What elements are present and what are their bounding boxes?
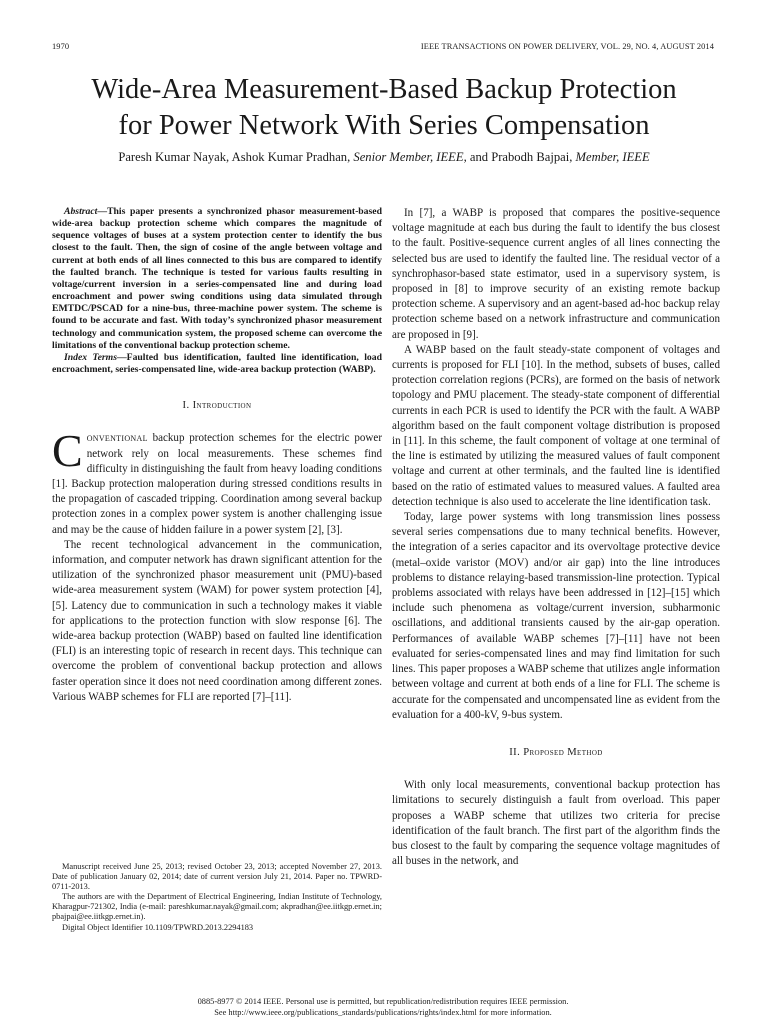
- title-line-2: for Power Network With Series Compensation: [118, 110, 650, 141]
- footnote-manuscript: Manuscript received June 25, 2013; revised October 23, 2013; accepted November 27, 2013. Date of publication January 02, 2014; date of current version July 21, 2014. Paper no. TPWRD-0711-2013.: [52, 862, 382, 892]
- right-paragraph-3: Today, large power systems with long transmission lines possess several series compensations due to many technical benefits. However, the integration of a series capacitor and its overvoltage protective device (metal–oxide varistor (MOV) and/or air gap) into the line introduces problems to distance relaying-based transmission-line protection. Typical problems associated with relays have been addressed in [12]–[15] which include such phenomena as voltage/current inversion, subharmonic oscillations, and additional transients caused by the air-gap operation. Performances of available WABP schemes [7]–[11] have not been evaluated for series-compensated lines and may find limitation for such lines. This paper proposes a WABP scheme that utilizes angle information between voltage and current at both ends of a line for FLI. The scheme is accurate for the compensated and uncompensated line as evident from the evaluation for a 400-kV, 9-bus system.: [392, 511, 720, 721]
- abstract-label: Abstract: [64, 206, 98, 217]
- copyright-line-1: 0885-8977 © 2014 IEEE. Personal use is permitted, but republication/redistribution requires IEEE permission.: [197, 997, 569, 1006]
- index-terms-text: Faulted bus identification, faulted line identification, load encroachment, series-compensated line, wide-area backup protection (WABP).: [52, 351, 382, 376]
- title-line-1: Wide-Area Measurement-Based Backup Protection: [91, 74, 677, 105]
- section-2-title: Proposed Method: [523, 746, 603, 758]
- drop-cap: C: [52, 425, 83, 477]
- right-paragraph-2: A WABP based on the fault steady-state component of voltages and currents is proposed for FLI [10]. In the method, subsets of buses, called protection correlation regions (PCRs), are formed on the basis of network topology and PMU placement. The steady-state component of differential currents in each PCR is used to identify the PCR with the fault. A WABP algorithm based on the fault component voltage distribution is proposed in [11]. In this scheme, the fault component of voltage at one terminal of the line is estimated by utilizing the measured values of fault component voltage and current at other terminals, and the faulted line is identified based on the ratio of estimated values to measured values. A faulted area detection technique is also used to accelerate the line identification task.: [392, 343, 720, 508]
- paper-title: [30, 72, 738, 144]
- section-heading-introduction: [52, 398, 382, 413]
- author-2-membership: Senior Member, IEEE,: [353, 150, 467, 164]
- copyright-notice: [52, 996, 714, 1018]
- right-paragraph-1: In [7], a WABP is proposed that compares the positive-sequence voltage magnitude at each bus during the fault to identify the bus closest to the fault. Positive-sequence current angles of all lines connecting the selected bus are used to identify the faulted line. The residual vector of a synchrophasor-based state estimator, used in a supervisory system, is proposed in [8] to improve security of an existing remote backup protection scheme. A supervisory and an agent-based ad-hoc backup relay protection scheme based on a network infrastructure and communication are proposed in [9].: [392, 207, 720, 341]
- abstract-text: This paper presents a synchronized phasor measurement-based wide-area backup protection scheme which compares the magnitude of sequence voltages of buses at a system protection center to identify the bus closest to the fault. Then, the sign of cosine of the angle between voltage and current at both ends of all lines connected to this bus are compared to identify the faulted branch. The technique is tested for various faults resulting in voltage/current inversion in a series-compensated line and during load encroachment and power swing conditions using data simulated through EMTDC/PSCAD for a nine-bus, three-machine power system. The scheme is found to be accurate and fast. With today’s synchronized phasor measurement technology and communication system, the proposed scheme can overcome the limitations of the conventional backup protection scheme.: [52, 206, 382, 351]
- section-number: I.: [182, 400, 190, 412]
- author-conjunction: and: [469, 150, 489, 164]
- copyright-line-2: See http://www.ieee.org/publications_standards/publications/rights/index.html for more information.: [214, 1008, 552, 1018]
- author-list: [30, 148, 738, 166]
- author-3: Prabodh Bajpai,: [491, 150, 573, 164]
- section-heading-proposed-method: [392, 745, 720, 760]
- lead-word: onventional: [86, 432, 148, 445]
- intro-paragraph-1-text: backup protection schemes for the electric power network rely on local measurements. These schemes find difficulty in distinguishing the fault from heavy loading conditions [1]. Backup protection maloperation during stressed conditions results in the propagation of cascaded tripping. Coordination among several backup protection zones in a complex power system is another challenging issue and may be the cause of hidden failure in a power system [2], [3].: [52, 432, 382, 536]
- section-title: Introduction: [192, 400, 252, 412]
- index-terms-label: Index Terms: [64, 351, 117, 363]
- section-2-number: II.: [509, 746, 521, 758]
- index-terms: [52, 352, 382, 376]
- page-number: 1970: [52, 42, 70, 51]
- intro-paragraph-2: The recent technological advancement in the communication, information, and computer network has drawn significant attention for the utilization of the synchronized phasor measurement unit (PMU)-based wide-area measurement system (WAM) for power system protection [4], [5]. Latency due to communication in such a technology makes it viable for applications to the protection function with slow response [6]. The wide-area backup protection (WABP) based on faulted line identification (FLI) is an interesting topic of research in recent days. This technique can overcome the problem of conventional backup protection and allows faster operation since it does not need coordination among different zones. Various WABP schemes for FLI are reported [7]–[11].: [52, 538, 382, 703]
- author-2: Ashok Kumar Pradhan,: [231, 150, 351, 164]
- abstract: [52, 206, 382, 352]
- footnote-doi: Digital Object Identifier 10.1109/TPWRD.2013.2294183: [62, 922, 254, 932]
- left-column: [52, 206, 382, 705]
- running-header: [52, 42, 714, 56]
- abstract-dash: —: [97, 206, 108, 217]
- footnote-affiliation: The authors are with the Department of Electrical Engineering, Indian Institute of Technology, Kharagpur-721302, India (e-mail: pareshkumar.nayak@gmail.com; akpradhan@ee.iitkgp.ernet.in; pbajpai@ee.iitkgp.ernet.in).: [52, 892, 382, 922]
- author-3-membership: Member, IEEE: [575, 150, 650, 164]
- intro-paragraph-1: [52, 425, 382, 537]
- journal-name: IEEE TRANSACTIONS ON POWER DELIVERY, VOL. 29, NO. 4, AUGUST 2014: [420, 42, 714, 51]
- right-column: [392, 206, 720, 869]
- footnotes: [52, 862, 382, 933]
- right-paragraph-4: With only local measurements, conventional backup protection has limitations to securely distinguish a fault from overload. This paper proposes a WABP scheme that utilizes two criteria for precise identification of the fault branch. The first part of the algorithm finds the bus closest to the fault by comparing the sequence voltage magnitudes of all buses in the network, and: [392, 779, 720, 868]
- index-terms-dash: —: [116, 351, 127, 363]
- author-1: Paresh Kumar Nayak,: [118, 150, 230, 164]
